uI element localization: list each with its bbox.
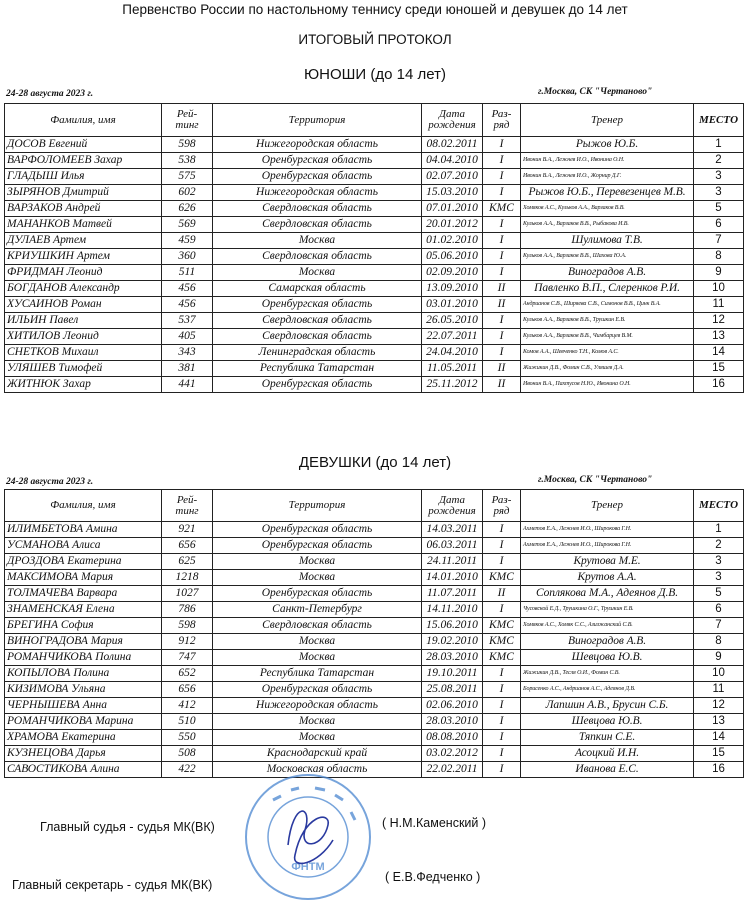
place-cell: 16: [694, 377, 744, 393]
trainer-cell: Крутов А.А.: [521, 570, 694, 586]
athlete-name: ВАРЗАКОВ Андрей: [5, 201, 162, 217]
rating-cell: 1027: [162, 586, 213, 602]
col-rating-header: Рей- тинг: [162, 104, 213, 137]
dob-cell: 11.07.2011: [422, 586, 483, 602]
place-cell: 9: [694, 650, 744, 666]
place-cell: 1: [694, 522, 744, 538]
athlete-name: ИЛЬИН Павел: [5, 313, 162, 329]
trainer-cell: Ивонин В.А., Лежнев И.О., Ивонина О.Н.: [521, 153, 694, 169]
rank-cell: I: [483, 522, 521, 538]
rank-cell: I: [483, 698, 521, 714]
girls-table-body: [5, 522, 744, 778]
trainer-cell: Кульков А.А., Варзаков В.В., Шахова Ю.А.: [521, 249, 694, 265]
rank-cell: I: [483, 169, 521, 185]
girls-table: [4, 489, 744, 778]
table-row: [5, 185, 744, 201]
trainer-cell: Асоцкий И.Н.: [521, 746, 694, 762]
athlete-name: ЗНАМЕНСКАЯ Елена: [5, 602, 162, 618]
protocol-title: ИТОГОВЫЙ ПРОТОКОЛ: [298, 32, 452, 47]
rating-cell: 441: [162, 377, 213, 393]
territory-cell: Москва: [213, 730, 422, 746]
table-row: [5, 634, 744, 650]
rank-cell: I: [483, 762, 521, 778]
athlete-name: ДРОЗДОВА Екатерина: [5, 554, 162, 570]
rating-cell: 537: [162, 313, 213, 329]
territory-cell: Самарская область: [213, 281, 422, 297]
territory-cell: Свердловская область: [213, 201, 422, 217]
rank-cell: КМС: [483, 618, 521, 634]
trainer-cell: Ивонин В.А., Пахтусов Н.Ю., Ивонина О.Н.: [521, 377, 694, 393]
rank-cell: I: [483, 185, 521, 201]
table-row: [5, 153, 744, 169]
place-cell: 13: [694, 329, 744, 345]
place-cell: 14: [694, 730, 744, 746]
territory-cell: Оренбургская область: [213, 538, 422, 554]
stamp-text: ФНТМ: [291, 861, 325, 873]
table-row: [5, 602, 744, 618]
place-cell: 10: [694, 281, 744, 297]
place-cell: 5: [694, 586, 744, 602]
trainer-cell: Чусовской Е.Д., Трушкина О.Г., Трушкин Е.В.: [521, 602, 694, 618]
rating-cell: 912: [162, 634, 213, 650]
athlete-name: САВОСТИКОВА Алина: [5, 762, 162, 778]
dob-cell: 19.10.2011: [422, 666, 483, 682]
place-cell: 12: [694, 313, 744, 329]
document-title: Первенство России по настольному теннису среди юношей и девушек до 14 лет: [122, 2, 628, 17]
dob-cell: 15.03.2010: [422, 185, 483, 201]
signature-scribble: [288, 811, 333, 863]
dob-cell: 04.04.2010: [422, 153, 483, 169]
territory-cell: Ленинградская область: [213, 345, 422, 361]
athlete-name: УСМАНОВА Алиса: [5, 538, 162, 554]
chief-secretary-name: ( Е.В.Федченко ): [385, 870, 481, 884]
table-header-row: [5, 104, 744, 137]
trainer-cell: Жижикин Д.В., Тесля О.И., Фомин С.В.: [521, 666, 694, 682]
place-cell: 11: [694, 297, 744, 313]
dob-cell: 02.09.2010: [422, 265, 483, 281]
table-row: [5, 698, 744, 714]
boys-dates: 24-28 августа 2023 г.: [6, 89, 94, 99]
rating-cell: 510: [162, 714, 213, 730]
trainer-cell: Комов А.А., Шевченко Т.Н., Комов А.С.: [521, 345, 694, 361]
rank-cell: КМС: [483, 650, 521, 666]
territory-cell: Республика Татарстан: [213, 361, 422, 377]
dob-cell: 25.11.2012: [422, 377, 483, 393]
dob-cell: 20.01.2012: [422, 217, 483, 233]
dob-cell: 24.04.2010: [422, 345, 483, 361]
athlete-name: КИЗИМОВА Ульяна: [5, 682, 162, 698]
dob-cell: 07.01.2010: [422, 201, 483, 217]
athlete-name: ВАРФОЛОМЕЕВ Захар: [5, 153, 162, 169]
trainer-cell: Лапшин А.В., Брусин С.Б.: [521, 698, 694, 714]
rank-cell: I: [483, 313, 521, 329]
territory-cell: Свердловская область: [213, 249, 422, 265]
rating-cell: 381: [162, 361, 213, 377]
athlete-name: БРЕГИНА София: [5, 618, 162, 634]
place-cell: 8: [694, 634, 744, 650]
trainer-cell: Шевцова Ю.В.: [521, 714, 694, 730]
place-cell: 16: [694, 762, 744, 778]
place-cell: 1: [694, 137, 744, 153]
athlete-name: ДУЛАЕВ Артем: [5, 233, 162, 249]
chief-judge-name: ( Н.М.Каменский ): [382, 816, 487, 830]
territory-cell: Москва: [213, 634, 422, 650]
territory-cell: Оренбургская область: [213, 297, 422, 313]
rank-cell: II: [483, 361, 521, 377]
place-cell: 3: [694, 554, 744, 570]
dob-cell: 22.07.2011: [422, 329, 483, 345]
dob-cell: 08.02.2011: [422, 137, 483, 153]
athlete-name: УЛЯШЕВ Тимофей: [5, 361, 162, 377]
athlete-name: МАКСИМОВА Мария: [5, 570, 162, 586]
rank-cell: I: [483, 345, 521, 361]
table-row: [5, 281, 744, 297]
rank-cell: I: [483, 746, 521, 762]
trainer-cell: Хомяков А.С., Хомяк С.С., Азизжанский С.В.: [521, 618, 694, 634]
official-stamp: [233, 770, 383, 905]
trainer-cell: Крутова М.Е.: [521, 554, 694, 570]
territory-cell: Нижегородская область: [213, 698, 422, 714]
col-territory-header: Территория: [213, 104, 422, 137]
dob-cell: 14.03.2011: [422, 522, 483, 538]
territory-cell: Москва: [213, 554, 422, 570]
dob-cell: 02.07.2010: [422, 169, 483, 185]
table-row: [5, 313, 744, 329]
col-place-header: МЕСТО: [694, 490, 744, 522]
table-row: [5, 361, 744, 377]
col-name-header: Фамилия, имя: [5, 490, 162, 522]
rating-cell: 575: [162, 169, 213, 185]
rating-cell: 422: [162, 762, 213, 778]
territory-cell: Свердловская область: [213, 313, 422, 329]
dob-cell: 15.06.2010: [422, 618, 483, 634]
dob-cell: 03.01.2010: [422, 297, 483, 313]
col-trainer-header: Тренер: [521, 490, 694, 522]
trainer-cell: Рыжов Ю.Б.: [521, 137, 694, 153]
rank-cell: I: [483, 682, 521, 698]
territory-cell: Оренбургская область: [213, 169, 422, 185]
trainer-cell: Кульков А.А., Варзаков В.В., Чимбарцев В.М.: [521, 329, 694, 345]
table-row: [5, 714, 744, 730]
athlete-name: ХРАМОВА Екатерина: [5, 730, 162, 746]
rating-cell: 459: [162, 233, 213, 249]
dob-cell: 28.03.2010: [422, 714, 483, 730]
athlete-name: ТОЛМАЧЕВА Варвара: [5, 586, 162, 602]
table-row: [5, 538, 744, 554]
territory-cell: Оренбургская область: [213, 682, 422, 698]
athlete-name: ВИНОГРАДОВА Мария: [5, 634, 162, 650]
place-cell: 3: [694, 570, 744, 586]
rank-cell: I: [483, 249, 521, 265]
rank-cell: I: [483, 153, 521, 169]
dob-cell: 19.02.2010: [422, 634, 483, 650]
territory-cell: Свердловская область: [213, 217, 422, 233]
dob-cell: 22.02.2011: [422, 762, 483, 778]
table-row: [5, 329, 744, 345]
rating-cell: 511: [162, 265, 213, 281]
territory-cell: Москва: [213, 570, 422, 586]
girls-dates: 24-28 августа 2023 г.: [6, 477, 94, 487]
place-cell: 2: [694, 153, 744, 169]
chief-secretary-label: Главный секретарь - судья МК(ВК): [12, 878, 213, 892]
athlete-name: КОПЫЛОВА Полина: [5, 666, 162, 682]
rating-cell: 412: [162, 698, 213, 714]
table-row: [5, 650, 744, 666]
place-cell: 9: [694, 265, 744, 281]
rating-cell: 569: [162, 217, 213, 233]
place-cell: 6: [694, 217, 744, 233]
trainer-cell: Борисенко А.С., Андрианов А.С., Адеянов Д.В.: [521, 682, 694, 698]
athlete-name: ЧЕРНЫШЕВА Анна: [5, 698, 162, 714]
rating-cell: 921: [162, 522, 213, 538]
place-cell: 12: [694, 698, 744, 714]
place-cell: 10: [694, 666, 744, 682]
place-cell: 11: [694, 682, 744, 698]
territory-cell: Оренбургская область: [213, 377, 422, 393]
col-name-header: Фамилия, имя: [5, 104, 162, 137]
table-header-row: [5, 490, 744, 522]
table-row: [5, 682, 744, 698]
trainer-cell: Кульков А.А., Варзаков В.В., Рыбакова И.В.: [521, 217, 694, 233]
rank-cell: I: [483, 730, 521, 746]
rank-cell: I: [483, 714, 521, 730]
athlete-name: ЗЫРЯНОВ Дмитрий: [5, 185, 162, 201]
rank-cell: I: [483, 217, 521, 233]
table-row: [5, 345, 744, 361]
athlete-name: ДОСОВ Евгений: [5, 137, 162, 153]
athlete-name: ЖИТНЮК Захар: [5, 377, 162, 393]
dob-cell: 26.05.2010: [422, 313, 483, 329]
rank-cell: I: [483, 554, 521, 570]
trainer-cell: Шевцова Ю.В.: [521, 650, 694, 666]
rating-cell: 652: [162, 666, 213, 682]
table-row: [5, 137, 744, 153]
territory-cell: Оренбургская область: [213, 586, 422, 602]
rank-cell: I: [483, 602, 521, 618]
rank-cell: I: [483, 233, 521, 249]
rating-cell: 1218: [162, 570, 213, 586]
dob-cell: 06.03.2011: [422, 538, 483, 554]
rating-cell: 456: [162, 281, 213, 297]
girls-venue: г.Москва, СК "Чертаново": [538, 475, 653, 485]
territory-cell: Нижегородская область: [213, 185, 422, 201]
rating-cell: 625: [162, 554, 213, 570]
dob-cell: 13.09.2010: [422, 281, 483, 297]
table-row: [5, 169, 744, 185]
table-row: [5, 377, 744, 393]
dob-cell: 02.06.2010: [422, 698, 483, 714]
boys-section-title: ЮНОШИ (до 14 лет): [304, 66, 446, 83]
rank-cell: I: [483, 538, 521, 554]
athlete-name: ИЛИМБЕТОВА Амина: [5, 522, 162, 538]
dob-cell: 25.08.2011: [422, 682, 483, 698]
trainer-cell: Ахметов Е.А., Лежнев И.О., Широкова Г.Н.: [521, 538, 694, 554]
col-dob-header: Дата рождения: [422, 490, 483, 522]
territory-cell: Москва: [213, 714, 422, 730]
trainer-cell: Соплякова М.А., Адеянов Д.В.: [521, 586, 694, 602]
athlete-name: КУЗНЕЦОВА Дарья: [5, 746, 162, 762]
trainer-cell: Рыжов Ю.Б., Перевезенцев М.В.: [521, 185, 694, 201]
territory-cell: Оренбургская область: [213, 153, 422, 169]
athlete-name: РОМАНЧИКОВА Полина: [5, 650, 162, 666]
trainer-cell: Тяпкин С.Е.: [521, 730, 694, 746]
trainer-cell: Шулимова Т.В.: [521, 233, 694, 249]
rating-cell: 550: [162, 730, 213, 746]
territory-cell: Краснодарский край: [213, 746, 422, 762]
rank-cell: I: [483, 137, 521, 153]
col-rank-header: Раз- ряд: [483, 490, 521, 522]
place-cell: 15: [694, 361, 744, 377]
trainer-cell: Виноградов А.В.: [521, 265, 694, 281]
rank-cell: II: [483, 586, 521, 602]
col-rating-header: Рей- тинг: [162, 490, 213, 522]
place-cell: 8: [694, 249, 744, 265]
rank-cell: I: [483, 265, 521, 281]
stamp-outer-ring: [246, 775, 370, 899]
col-rank-header: Раз- ряд: [483, 104, 521, 137]
place-cell: 5: [694, 201, 744, 217]
table-row: [5, 201, 744, 217]
table-row: [5, 297, 744, 313]
territory-cell: Московская область: [213, 762, 422, 778]
territory-cell: Санкт-Петербург: [213, 602, 422, 618]
place-cell: 7: [694, 618, 744, 634]
dob-cell: 28.03.2010: [422, 650, 483, 666]
table-row: [5, 746, 744, 762]
table-row: [5, 522, 744, 538]
col-territory-header: Территория: [213, 490, 422, 522]
athlete-name: ФРИДМАН Леонид: [5, 265, 162, 281]
territory-cell: Свердловская область: [213, 618, 422, 634]
athlete-name: ГЛАДЫШ Илья: [5, 169, 162, 185]
athlete-name: КРИУШКИН Артем: [5, 249, 162, 265]
rating-cell: 656: [162, 538, 213, 554]
territory-cell: Москва: [213, 650, 422, 666]
table-row: [5, 217, 744, 233]
col-place-header: МЕСТО: [694, 104, 744, 137]
table-row: [5, 233, 744, 249]
rating-cell: 656: [162, 682, 213, 698]
rank-cell: I: [483, 666, 521, 682]
dob-cell: 24.11.2011: [422, 554, 483, 570]
chief-judge-label: Главный судья - судья МК(ВК): [40, 820, 215, 834]
athlete-name: БОГДАНОВ Александр: [5, 281, 162, 297]
rating-cell: 360: [162, 249, 213, 265]
territory-cell: Республика Татарстан: [213, 666, 422, 682]
boys-table: [4, 103, 744, 393]
rating-cell: 598: [162, 618, 213, 634]
rating-cell: 538: [162, 153, 213, 169]
dob-cell: 05.06.2010: [422, 249, 483, 265]
rating-cell: 405: [162, 329, 213, 345]
table-row: [5, 730, 744, 746]
rating-cell: 602: [162, 185, 213, 201]
place-cell: 3: [694, 185, 744, 201]
rating-cell: 456: [162, 297, 213, 313]
athlete-name: РОМАНЧИКОВА Марина: [5, 714, 162, 730]
territory-cell: Москва: [213, 233, 422, 249]
athlete-name: МАНАНКОВ Матвей: [5, 217, 162, 233]
boys-venue: г.Москва, СК "Чертаново": [538, 87, 653, 97]
table-row: [5, 618, 744, 634]
territory-cell: Оренбургская область: [213, 522, 422, 538]
rank-cell: II: [483, 377, 521, 393]
athlete-name: ХИТИЛОВ Леонид: [5, 329, 162, 345]
dob-cell: 11.05.2011: [422, 361, 483, 377]
athlete-name: СНЕТКОВ Михаил: [5, 345, 162, 361]
rating-cell: 598: [162, 137, 213, 153]
dob-cell: 14.11.2010: [422, 602, 483, 618]
table-row: [5, 586, 744, 602]
trainer-cell: Жижикин Д.В., Фомин С.В., Уляшев Д.А.: [521, 361, 694, 377]
place-cell: 15: [694, 746, 744, 762]
trainer-cell: Андрианов С.В., Ширяева С.В., Симонов В.В., Цинк В.А.: [521, 297, 694, 313]
trainer-cell: Кульков А.А., Варзаков В.В., Трушкин Е.В.: [521, 313, 694, 329]
rating-cell: 786: [162, 602, 213, 618]
boys-table-body: [5, 137, 744, 393]
table-row: [5, 666, 744, 682]
table-row: [5, 249, 744, 265]
col-trainer-header: Тренер: [521, 104, 694, 137]
dob-cell: 14.01.2010: [422, 570, 483, 586]
place-cell: 14: [694, 345, 744, 361]
girls-section-title: ДЕВУШКИ (до 14 лет): [298, 454, 452, 471]
table-row: [5, 554, 744, 570]
trainer-cell: Виноградов А.В.: [521, 634, 694, 650]
rank-cell: КМС: [483, 201, 521, 217]
trainer-cell: Иванова Е.С.: [521, 762, 694, 778]
rank-cell: II: [483, 297, 521, 313]
trainer-cell: Павленко В.П., Слеренков Р.И.: [521, 281, 694, 297]
col-dob-header: Дата рождения: [422, 104, 483, 137]
dob-cell: 03.02.2012: [422, 746, 483, 762]
rating-cell: 508: [162, 746, 213, 762]
place-cell: 2: [694, 538, 744, 554]
rating-cell: 626: [162, 201, 213, 217]
rank-cell: I: [483, 329, 521, 345]
territory-cell: Москва: [213, 265, 422, 281]
trainer-cell: Ахметов Е.А., Лежнев И.О., Широкова Г.Н.: [521, 522, 694, 538]
rank-cell: КМС: [483, 570, 521, 586]
territory-cell: Нижегородская область: [213, 137, 422, 153]
dob-cell: 08.08.2010: [422, 730, 483, 746]
table-row: [5, 265, 744, 281]
rating-cell: 747: [162, 650, 213, 666]
dob-cell: 01.02.2010: [422, 233, 483, 249]
table-row: [5, 570, 744, 586]
place-cell: 6: [694, 602, 744, 618]
athlete-name: ХУСАИНОВ Роман: [5, 297, 162, 313]
place-cell: 3: [694, 169, 744, 185]
trainer-cell: Хомяков А.С., Кульков А.А., Варзаков В.В.: [521, 201, 694, 217]
place-cell: 13: [694, 714, 744, 730]
territory-cell: Свердловская область: [213, 329, 422, 345]
place-cell: 7: [694, 233, 744, 249]
rank-cell: II: [483, 281, 521, 297]
rating-cell: 343: [162, 345, 213, 361]
rank-cell: КМС: [483, 634, 521, 650]
trainer-cell: Ивонин В.А., Лежнев И.О., Жорнир Д.Г.: [521, 169, 694, 185]
